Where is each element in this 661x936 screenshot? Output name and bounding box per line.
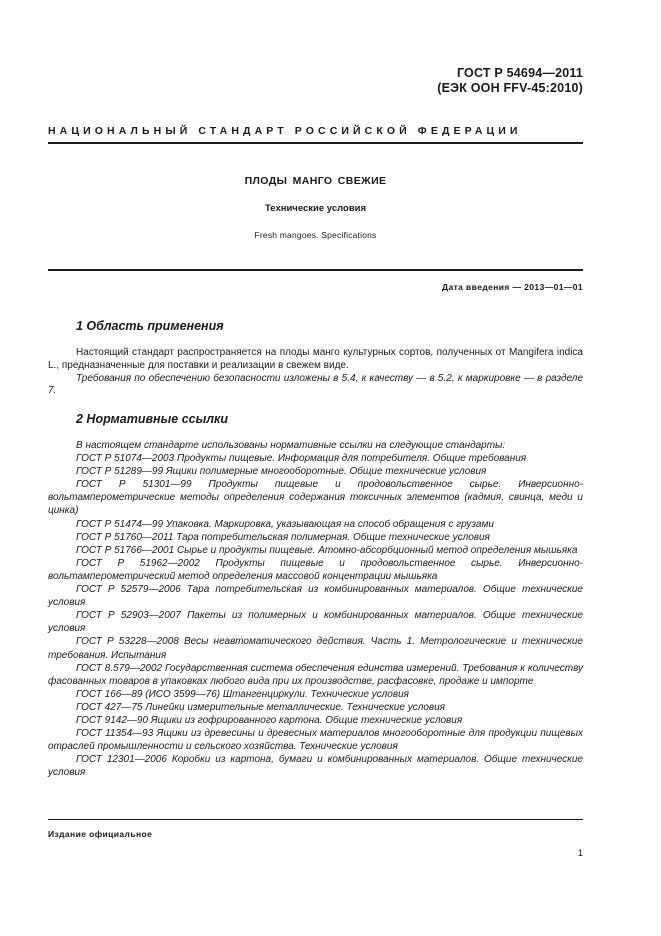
standard-code: ГОСТ Р 54694—2011 [456,66,583,80]
reference-item: ГОСТ Р 51301—99 Продукты пищевые и продовольственное сырье. Инверсионно-вольтамперометрические методы определения содержания токсичных элементов (кадмия, свинца, меди и цинка) [48,479,583,517]
reference-item: ГОСТ Р 51074—2003 Продукты пищевые. Информация для потребителя. Общие требования [76,453,527,465]
section-2-heading: 2 Нормативные ссылки [76,412,229,426]
introduction-date: Дата введения — 2013—01—01 [442,282,583,292]
reference-item: ГОСТ Р 51474—99 Упаковка. Маркировка, указывающая на способ обращения с грузами [76,518,494,530]
section-1-paragraph: Требования по обеспечению безопасности изложены в 5.4, к качеству — в 5.2, к маркировке — в разделе 7. [48,372,583,397]
reference-item: ГОСТ Р 53228—2008 Весы неавтоматического действия. Часть 1. Метрологические и технические требования. Испытания [48,636,583,661]
header-divider [48,142,583,144]
official-edition-label: Издание официальное [48,829,153,839]
reference-item: ГОСТ 12301—2006 Коробки из картона, бумаги и комбинированных материалов. Общие технические условия [48,754,583,779]
reference-item: ГОСТ Р 52903—2007 Пакеты из полимерных и комбинированных материалов. Общие технические условия [48,610,583,635]
document-english-title: Fresh mangoes. Specifications [254,230,377,240]
standard-code-equivalent: (ЕЭК ООН FFV-45:2010) [437,81,583,95]
reference-item: ГОСТ Р 51289—99 Ящики полимерные многооборотные. Общие технические условия [76,466,487,478]
document-title: ПЛОДЫ МАНГО СВЕЖИЕ [244,175,387,187]
reference-item: ГОСТ 166—89 (ИСО 3599—76) Штангенциркули. Технические условия [76,688,409,700]
footer-divider [48,819,583,820]
reference-item: ГОСТ Р 52579—2006 Тара потребительская из комбинированных материалов. Общие технические условия [48,584,583,609]
reference-item: ГОСТ 8.579—2002 Государственная система обеспечения единства измерений. Требования к количеству фасованных товаров в упаковках любого вида при их производстве, расфасовке, продаже и импорте [48,662,583,687]
section-1-body [48,347,583,398]
title-divider [48,269,583,271]
reference-item: ГОСТ Р 51760—2011 Тара потребительская полимерная. Общие технические условия [76,531,490,543]
reference-item: ГОСТ Р 51962—2002 Продукты пищевые и продовольственное сырье. Инверсионно-вольтамперометрический метод определения массовой концентрации мышьяка [48,557,583,582]
section-1-paragraph: Настоящий стандарт распространяется на плоды манго культурных сортов, полученных от Mangifera indica L., предназначенные для поставки и реализации в свежем виде. [48,347,583,371]
reference-item: ГОСТ 11354—93 Ящики из древесины и древесных материалов многооборотные для продукции пищевых отраслей промышленности и сельского хозяйства. Технические условия [48,728,583,753]
references-intro: В настоящем стандарте использованы нормативные ссылки на следующие стандарты: [76,440,506,451]
page-number: 1 [577,848,583,859]
document-subtitle: Технические условия [264,203,367,214]
normative-references [48,439,583,779]
reference-item: ГОСТ 427—75 Линейки измерительные металлические. Технические условия [76,701,446,713]
national-standard-banner: НАЦИОНАЛЬНЫЙ СТАНДАРТ РОССИЙСКОЙ ФЕДЕРАЦИИ [48,125,522,137]
reference-item: ГОСТ Р 51766—2001 Сырье и продукты пищевые. Атомно-абсорбционный метод определения мышьяка [76,544,578,556]
section-1-heading: 1 Область применения [76,319,224,333]
reference-item: ГОСТ 9142—90 Ящики из гофрированного картона. Общие технические условия [76,714,463,726]
